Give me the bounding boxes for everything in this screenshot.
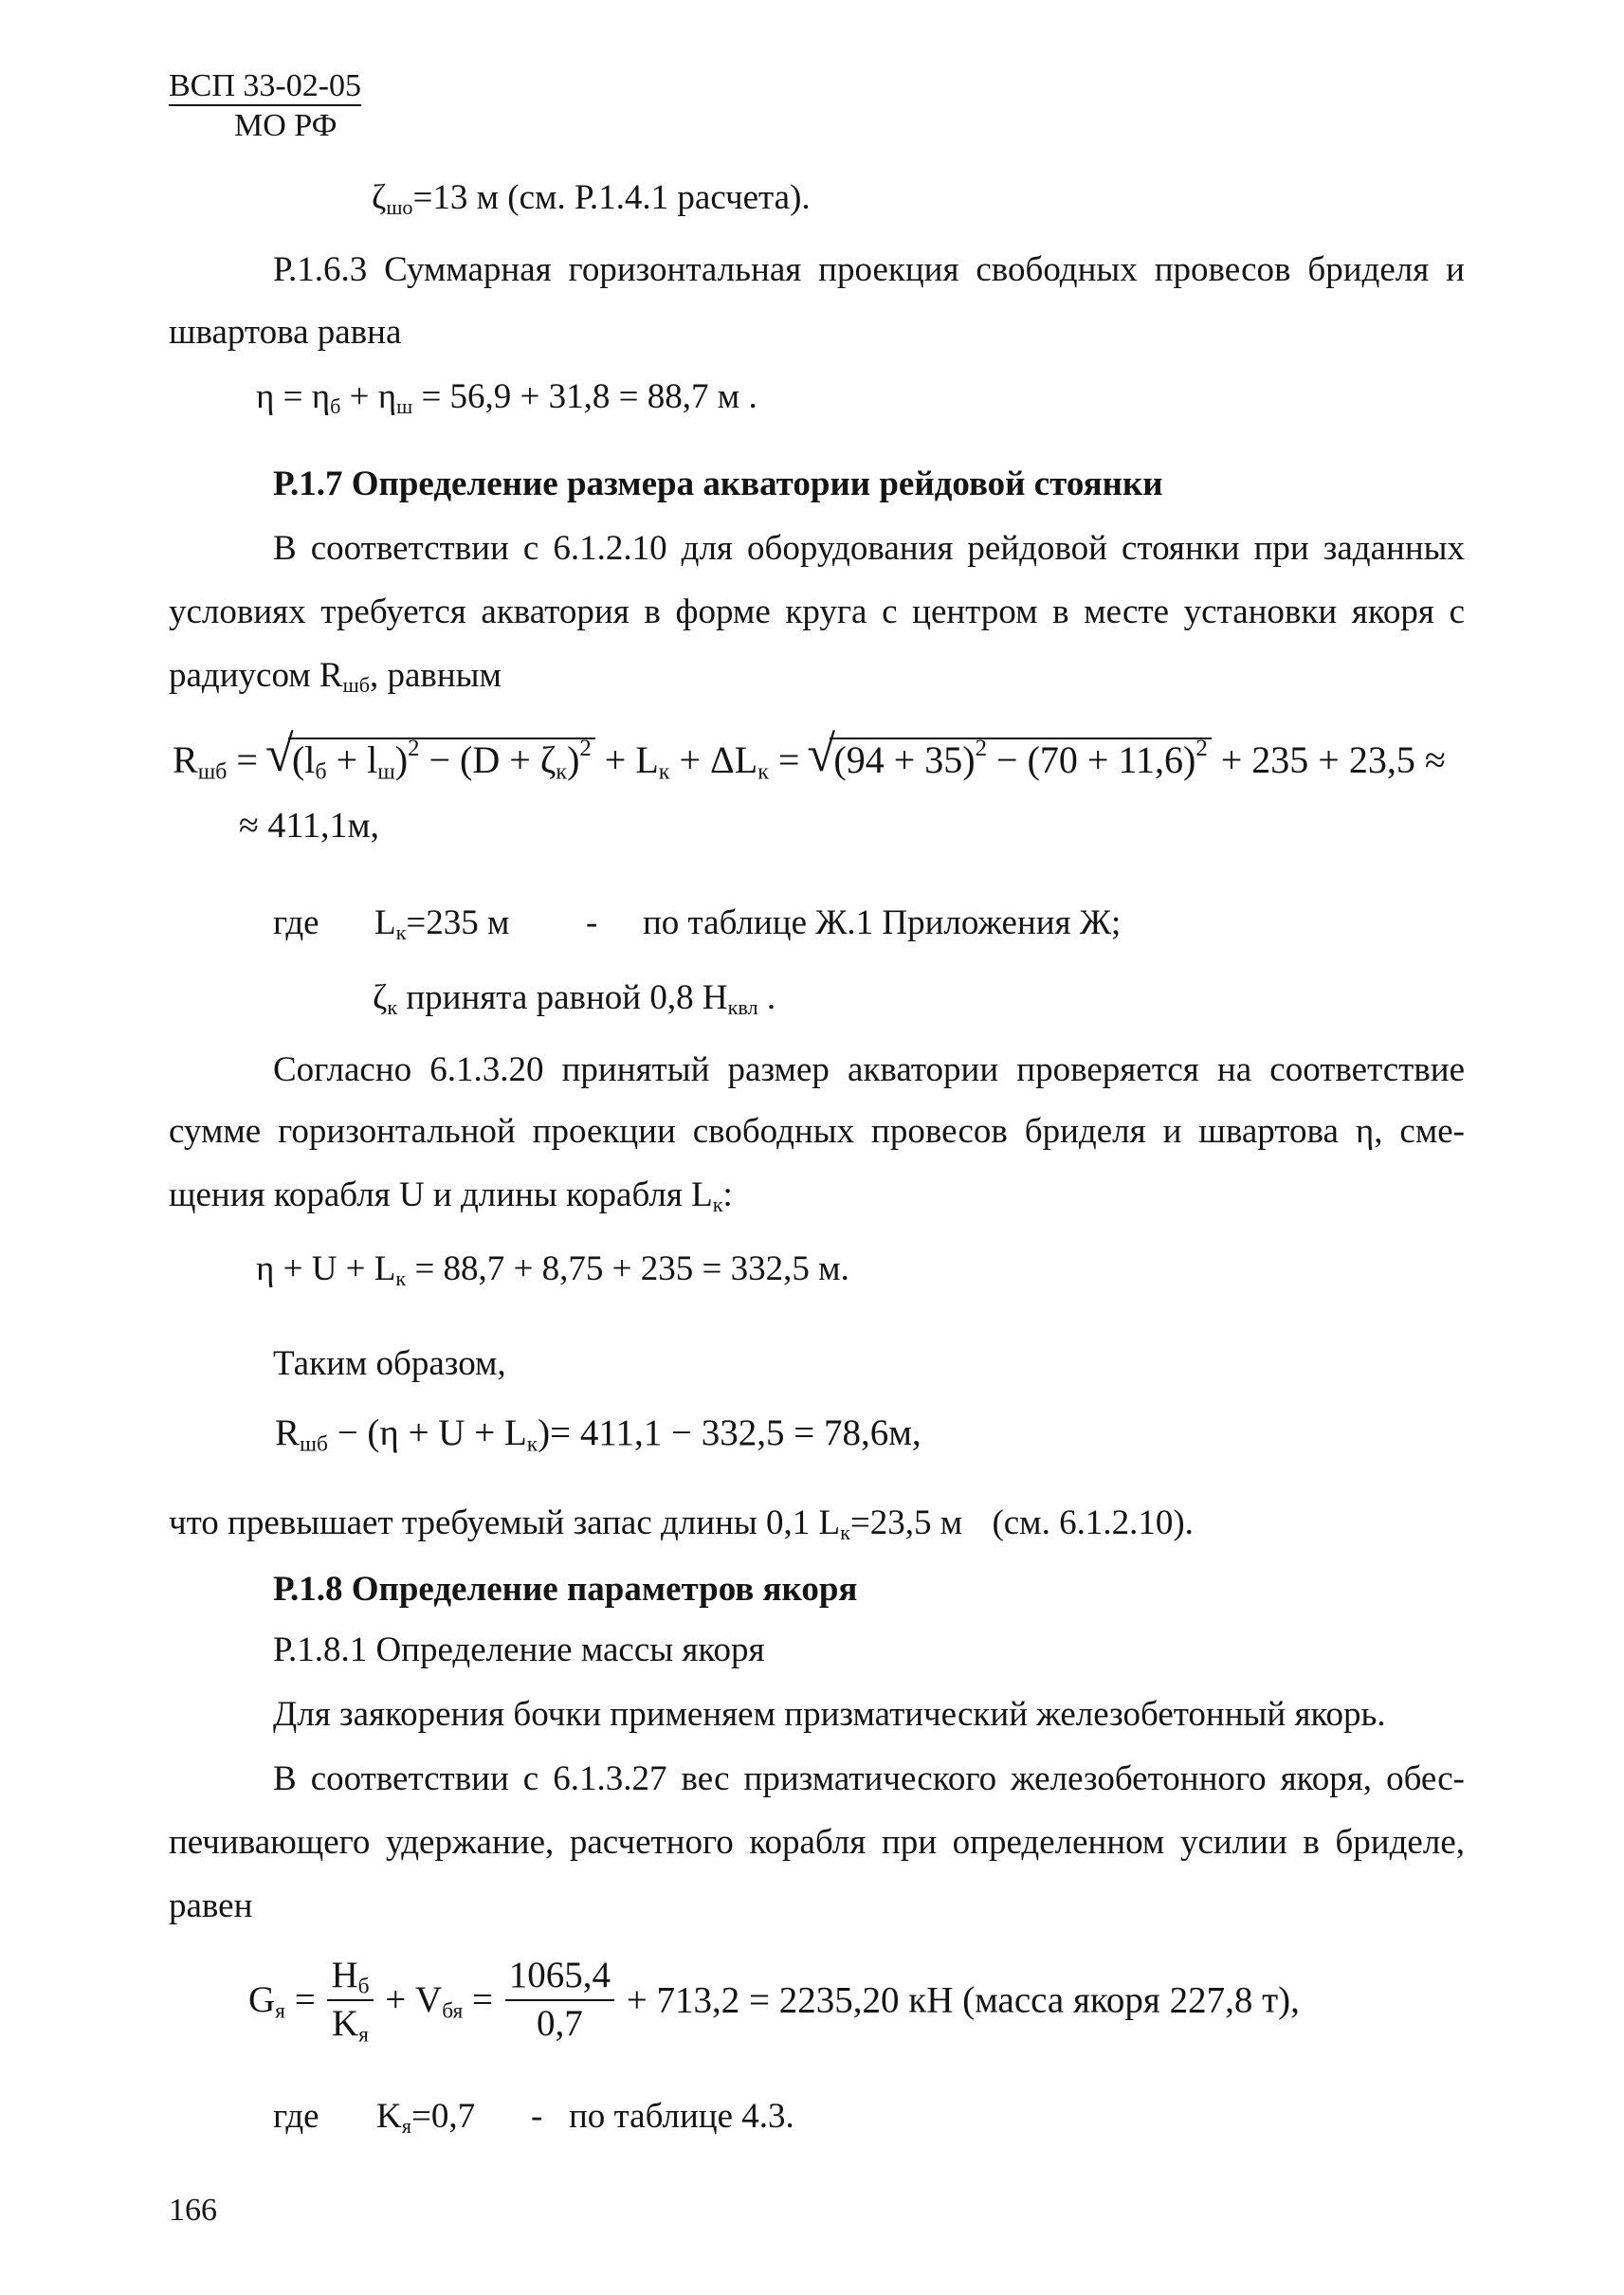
section-heading-p17: Р.1.7 Определение размера акватории рейдовой стоянки (273, 464, 1163, 503)
chto-line (169, 1503, 1194, 1545)
equation-radius (173, 736, 1446, 785)
header-org: МО РФ (234, 108, 338, 143)
para-vsoot-line3: равен (169, 1886, 253, 1925)
para-p163-line1: Р.1.6.3 Суммарная горизонтальная проекция свободных провесов бриделя и (273, 250, 1465, 289)
where1-symbol (374, 903, 510, 945)
equation-radius-result: ≈ 411,1м, (239, 806, 379, 846)
para-p17-line2: условиях требуется акватория в форме круга с центром в месте установки якоря с (169, 592, 1465, 631)
g-rest: + 713,2 = 2235,20 кН (масса якоря 227,8 т), (626, 1979, 1300, 2021)
header-code (169, 70, 361, 102)
eq-r-radical-numeric: √ $(94 + 35)^2 - (70 + 11,6)^2$ (830, 738, 1211, 779)
eq-sub-k2: к (658, 759, 670, 785)
eta-b-subscript: б (330, 394, 341, 419)
eq-r-equals1: = (236, 738, 267, 781)
where1-L: L (374, 903, 396, 942)
equation-diff (275, 1412, 921, 1457)
sogl-L: L (691, 1175, 713, 1214)
where3-word: где (273, 2097, 319, 2136)
eq-sub-sh: ш (377, 759, 395, 785)
where3-dash: - (531, 2097, 543, 2136)
para-p181: Р.1.8.1 Определение массы якоря (273, 1630, 765, 1669)
eq-sq1: 2 (408, 736, 420, 762)
chto-L-sub: к (840, 1521, 850, 1545)
radius-subscript: шб (342, 673, 370, 698)
equation-anchor-weight (248, 1953, 1300, 2048)
eq-sq4: 2 (1195, 736, 1208, 762)
eta-symbol: η = η (256, 377, 331, 416)
chto-c: (см. 6.1.2.10). (992, 1503, 1194, 1542)
sogl-L-sub: к (712, 1193, 723, 1217)
para-sogl-line1: Согласно 6.1.3.20 принятый размер акватории проверяется на соответствие (273, 1050, 1465, 1089)
para-sogl-line2: сумме горизонтальной проекции свободных провесов бриделя и швартова η, сме- (169, 1112, 1465, 1151)
tak-line: Таким образом, (273, 1344, 506, 1383)
zeta-value-line (372, 178, 811, 220)
where1-L-sub: к (395, 920, 407, 945)
para-p163-line2: швартова равна (169, 313, 402, 352)
sum-lhs-sub: к (395, 1266, 407, 1291)
diff-rest: )= 411,1 − 332,5 = 78,6м, (538, 1412, 921, 1453)
para-vsoot-line2: печивающего удержание, расчетного корабля при определенном усилии в бриделе, (169, 1823, 1465, 1862)
sum-rest: = 88,7 + 8,75 + 235 = 332,5 м. (414, 1249, 849, 1288)
zeta-subscript: шо (386, 195, 413, 220)
eq-r-tail: + 235 + 23,5 ≈ (1220, 738, 1446, 781)
eq-sub-b: б (315, 759, 327, 785)
where2-H: H (702, 978, 728, 1017)
para-vsoot-line1: В соответствии с 6.1.3.27 вес призматического железобетонного якоря, обес- (273, 1759, 1465, 1798)
diff-mid-sub: к (526, 1431, 538, 1457)
where1-eq: =235 м (406, 903, 510, 942)
where3-K: K (376, 2097, 402, 2136)
eq-sub-k3: к (757, 759, 769, 785)
g-v-sub: бя (442, 1998, 464, 2024)
diff-mid: − (η + U + L (337, 1412, 527, 1453)
g-frac-num-value: 1065,4 (505, 1953, 614, 2001)
g-den-sub: я (358, 2022, 369, 2048)
header-code-text: ВСП 33-02-05 (169, 68, 361, 106)
sogl-text: щения корабля U и длины корабля (169, 1175, 683, 1214)
page-number: 166 (169, 2193, 217, 2228)
chto-L: L (818, 1503, 841, 1542)
zeta-value-text: =13 м (см. Р.1.4.1 расчета). (412, 178, 811, 217)
g-frac-den-value: 0,7 (537, 2002, 583, 2044)
where3-symbol (376, 2097, 476, 2139)
diff-R: R (275, 1412, 301, 1453)
g-plus-v: + Vбя = (385, 1979, 494, 2024)
where3-text: по таблице 4.3. (569, 2097, 794, 2136)
eq-sq2: 2 (579, 736, 592, 762)
radius-text-end: , равным (369, 656, 502, 695)
where3-K-sub: я (401, 2114, 411, 2139)
where2-zeta: ζ (373, 978, 388, 1017)
where2-H-sub: квл (727, 995, 758, 1020)
eq-r-lhs: R (173, 738, 198, 781)
g-frac-numeric (505, 1953, 614, 2048)
g-frac-sym-num: Hб (327, 1953, 373, 2001)
where1-dash: - (586, 903, 598, 942)
eta-sh-subscript: ш (396, 394, 413, 419)
para-sogl-line3 (169, 1175, 733, 1217)
chto-a: что превышает требуемый запас длины 0,1 (169, 1503, 811, 1542)
para-p17-line3 (169, 656, 502, 698)
equation-sum (256, 1249, 849, 1291)
chto-b: =23,5 м (849, 1503, 963, 1542)
g-lhs: Gя = (248, 1979, 316, 2024)
where2-text: принята равной 0,8 (406, 978, 694, 1017)
where1-text: по таблице Ж.1 Приложения Ж; (643, 903, 1122, 942)
g-num-sub: б (357, 1974, 370, 1999)
eta-plus: + η (340, 377, 397, 416)
g-lhs-sub: я (275, 1998, 285, 2024)
section-heading-p18: Р.1.8 Определение параметров якоря (273, 1570, 858, 1609)
eq-r-plus-terms: + Lк + ΔLк = (604, 738, 810, 785)
diff-R-sub: шб (300, 1431, 328, 1457)
equation-eta (256, 377, 757, 419)
eq-r-lhs-sub: шб (197, 759, 228, 785)
where2-dot: . (757, 978, 776, 1017)
eq-sub-k1: к (556, 759, 568, 785)
g-frac-sym-den: Kя (332, 2002, 369, 2048)
radius-text: радиусом R (169, 656, 343, 695)
sum-lhs: η + U + L (256, 1249, 396, 1288)
para-zak: Для заякорения бочки применяем призматический железобетонный якорь. (273, 1695, 1386, 1734)
zeta-symbol: ζ (372, 178, 387, 217)
sogl-colon: : (722, 1175, 733, 1214)
para-p17-line1: В соответствии с 6.1.2.10 для оборудования рейдовой стоянки при заданных (273, 529, 1465, 568)
eq-r-radical-symbolic: √ $(lб + lш)^2 - (D + \zeta к)^2$ (288, 738, 595, 779)
g-frac-symbolic (327, 1953, 373, 2048)
equation-eta-rest: = 56,9 + 31,8 = 88,7 м . (421, 377, 757, 416)
where1-word: где (273, 903, 319, 942)
where2-line (373, 978, 776, 1020)
where2-zeta-sub: к (387, 995, 398, 1020)
where3-eq: =0,7 (411, 2097, 476, 2136)
eq-sq3: 2 (975, 736, 988, 762)
